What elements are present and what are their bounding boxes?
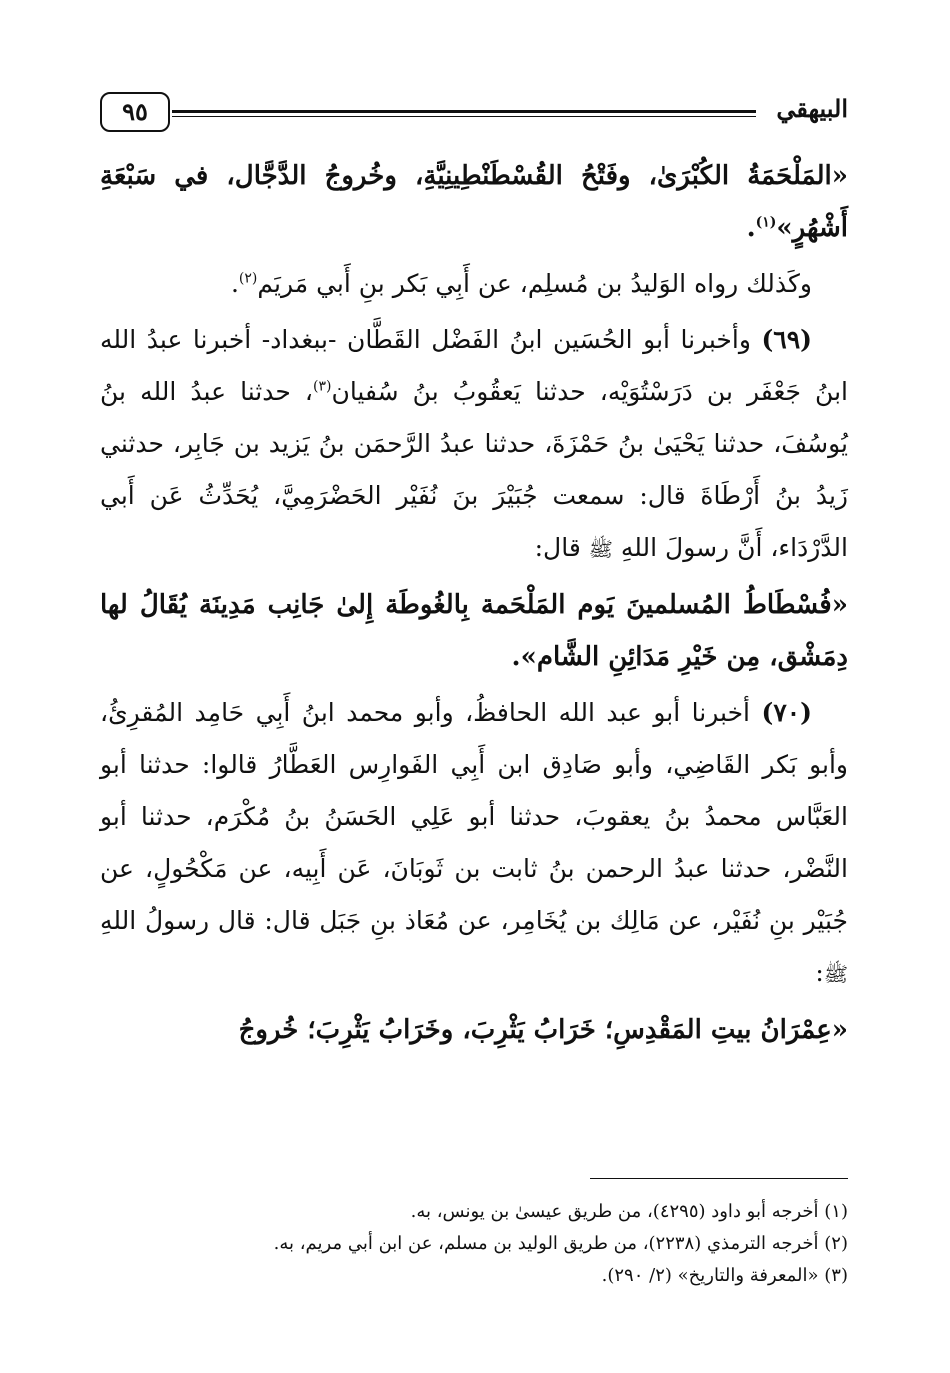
- paragraph-69: [100, 314, 848, 575]
- hadith-number-69: (٦٩): [761, 325, 812, 354]
- hadith-1-end: .: [746, 213, 756, 243]
- footnote-separator: [590, 1178, 848, 1179]
- page-header: [100, 92, 848, 142]
- running-title: البيهقي: [776, 94, 848, 123]
- page-number-box: ٩٥: [100, 92, 170, 132]
- isnad-70-text: أخبرنا أبو عبد الله الحافظُ، وأبو محمد ابنُ أَبِي حَامِد المُقرِئُ، وأبو بَكر القَاضِي، وأبو صَادِق ابن أَبِي الفَوارِس العَطَّارُ قالوا: حدثنا أبو العَبَّاس محمدُ بنُ يعقوبَ، حدثنا أبو عَلِي الحَسَنُ بنُ مُكْرَم، حدثنا أبو النَّضْر، حدثنا عبدُ الرحمن بنُ ثابت بن ثَوبَانَ، عَن أَبِيه، عن مَكْحُولٍ، عن جُبَيْر بنِ نُفَيْر، عن مَالِك بن يُخَامِر، عن مُعَاذ بنِ جَبَل قال: قال رسولُ اللهِ: [100, 698, 848, 935]
- footnotes: [100, 1196, 848, 1292]
- isnad-69-part-c: قال:: [534, 533, 581, 562]
- hadith-number-70: (٧٠): [761, 698, 813, 727]
- footnote-ref-2: (٢): [238, 270, 258, 287]
- isnad-69-part-a: وأخبرنا أبو الحُسَين ابنُ الفَضْل القَطَّان -ببغداد- أخبرنا عبدُ الله ابنُ جَعْفَر بن دَرَسْتُوَيْه، حدثنا يَعقُوبُ بنُ سُفيان: [100, 325, 848, 406]
- header-rule: [172, 110, 756, 117]
- narration-note-end: .: [230, 269, 239, 298]
- footnote-ref-1: (١): [755, 214, 777, 231]
- isnad-70-end: :: [815, 958, 824, 987]
- hadith-text-70: «عِمْرَانُ بيتِ المَقْدِسِ؛ خَرَابُ يَثْرِبَ، وخَرَابُ يَثْرِبَ؛ خُروجُ: [238, 1015, 848, 1045]
- hadith-text-1: [100, 150, 848, 254]
- hadith-1-text: «المَلْحَمَةُ الكُبْرَىٰ، وفَتْحُ القُسْطَنْطِينِيَّةِ، وخُروجُ الدَّجَّال، في سَبْعَةِ أَشْهُرٍ»: [100, 161, 848, 243]
- footnote-3: (٣) «المعرفة والتاريخ» (٢/ ٢٩٠).: [601, 1265, 848, 1286]
- paragraph-narration-note: [100, 258, 848, 310]
- salawat-symbol: ﷺ: [588, 537, 613, 561]
- salawat-symbol: ﷺ: [823, 962, 848, 986]
- hadith-text-69: «فُسْطَاطُ المُسلمينَ يَوم المَلْحَمة بِالغُوطَة إِلىٰ جَانِب مَدِينَة يُقَالُ لها دِمَشْق، مِن خَيْرِ مَدَائِنِ الشَّام».: [100, 590, 848, 672]
- isnad-69-part-b: ، حدثنا عبدُ الله بنُ يُوسُفَ، حدثنا يَحْيَىٰ بنُ حَمْزَةَ، حدثنا عبدُ الرَّحمَن بنُ يَزيد بن جَابِر، حدثني زَيدُ بنُ أَرْطَاةَ قال: سمعت جُبَيْرَ بنَ نُفَيْر الحَضْرَمِيَّ، يُحَدِّثُ عَن أَبي الدَّرْدَاء، أَنَّ رسولَ اللهِ: [100, 377, 848, 562]
- footnote-ref-3: (٣): [312, 378, 332, 395]
- narration-note-text: وكَذلك رواه الوَليدُ بن مُسلِم، عن أَبِي بَكر بنِ أَبي مَريَم: [257, 269, 812, 298]
- paragraph-70: [100, 687, 848, 1000]
- footnote-1: (١) أخرجه أبو داود (٤٢٩٥)، من طريق عيسىٰ بن يونس، به.: [410, 1201, 848, 1222]
- footnote-2: (٢) أخرجه الترمذي (٢٢٣٨)، من طريق الوليد بن مسلم، عن ابن أبي مريم، به.: [273, 1233, 848, 1254]
- main-text: [100, 150, 848, 1060]
